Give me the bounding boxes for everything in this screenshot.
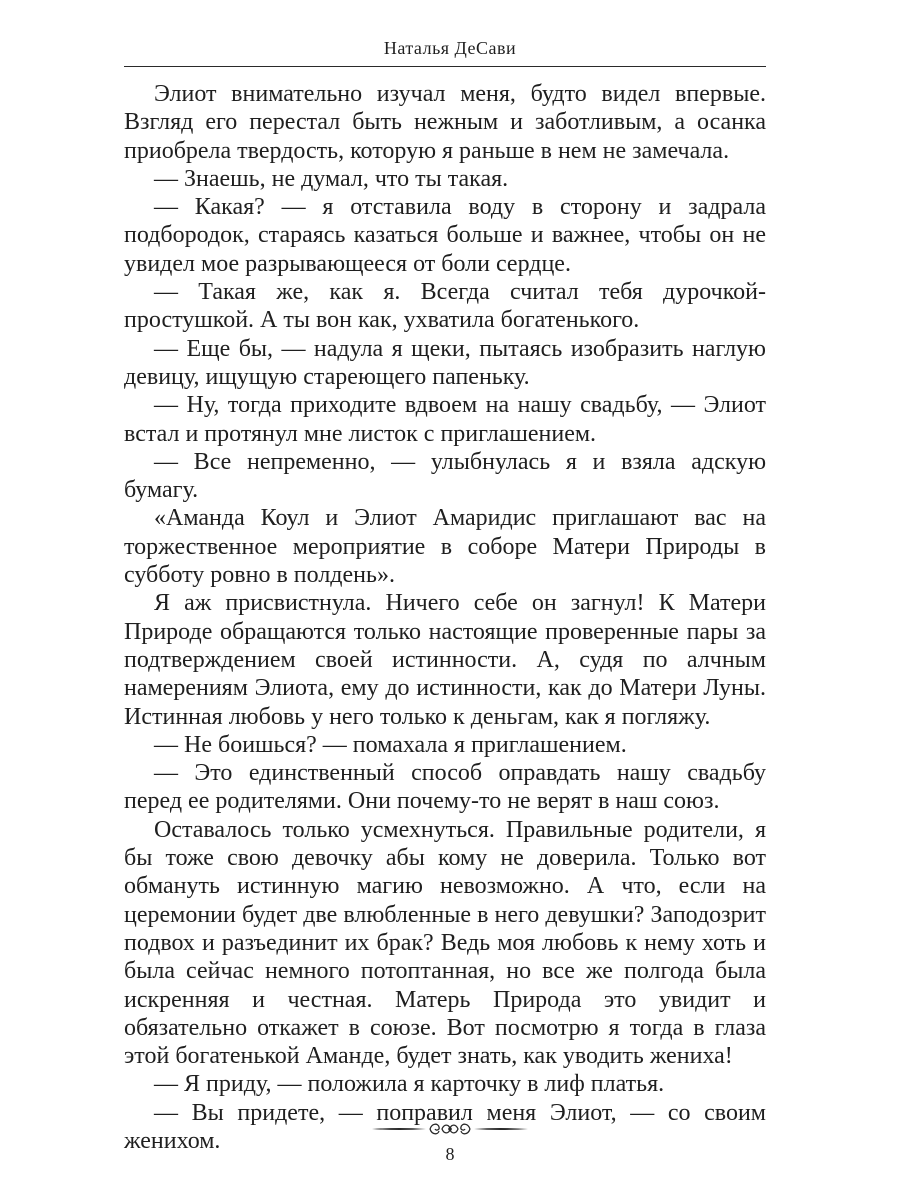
page-number: 8 <box>445 1144 455 1164</box>
paragraph: Оставалось только усмехнуться. Правильные родители, я бы тоже свою девочку абы кому не доверила. Только вот обмануть истинную магию невозможно. А что, если на церемонии будет две влюбленные в него девушки? Заподозрит подвох и разъединит их брак? Ведь моя любовь к нему хоть и была сейчас немного потоптанная, но все же полгода была искренняя и честная. Матерь Природа это увидит и обязательно откажет в союзе. Вот посмотрю я тогда в глаза этой богатенькой Аманде, будет знать, как уводить жениха! <box>124 816 766 1070</box>
paragraph: — Такая же, как я. Всегда считал тебя дурочкой-простушкой. А ты вон как, ухватила богатенького. <box>124 279 766 334</box>
paragraph: — Ну, тогда приходите вдвоем на нашу свадьбу, — Элиот встал и протянул мне листок с приглашением. <box>124 392 766 447</box>
running-header-author: Наталья ДеСави <box>383 38 517 58</box>
paragraph: — Все непременно, — улыбнулась я и взяла адскую бумагу. <box>124 448 766 504</box>
paragraph: Элиот внимательно изучал меня, будто видел впервые. Взгляд его перестал быть нежным и заботливым, а осанка приобрела твердость, которую я раньше в нем не замечала. <box>124 81 766 164</box>
paragraph: Я аж присвистнула. Ничего себе он загнул! К Матери Природе обращаются только настоящие проверенные пары за подтверждением своей истинности. А, судя по алчным намерениям Элиота, ему до истинности, как до Матери Луны. Истинная любовь у него только к деньгам, как я погляжу. <box>124 590 766 730</box>
paragraph: — Знаешь, не думал, что ты такая. <box>154 165 509 192</box>
paragraph: — Вы придете, — поправил меня Элиот, — со своим женихом. <box>124 1099 766 1154</box>
paragraph: «Аманда Коул и Элиот Амаридис приглашают вас на торжественное мероприятие в соборе Матери Природы в субботу ровно в полдень». <box>124 505 766 589</box>
paragraph: — Какая? — я отставила воду в сторону и задрала подбородок, стараясь казаться больше и важнее, чтобы он не увидел мое разрывающееся от боли сердце. <box>124 194 766 277</box>
paragraph: — Не боишься? — помахала я приглашением. <box>154 731 627 758</box>
body-text <box>124 80 766 1155</box>
header-divider <box>124 66 766 67</box>
paragraph: — Еще бы, — надула я щеки, пытаясь изобразить наглую девицу, ищущую стареющего папеньку. <box>124 335 766 390</box>
paragraph: — Это единственный способ оправдать нашу свадьбу перед ее родителями. Они почему-то не верят в наш союз. <box>124 760 766 815</box>
decorative-flourish-icon <box>370 1118 530 1140</box>
paragraph: — Я приду, — положила я карточку в лиф платья. <box>154 1071 665 1098</box>
